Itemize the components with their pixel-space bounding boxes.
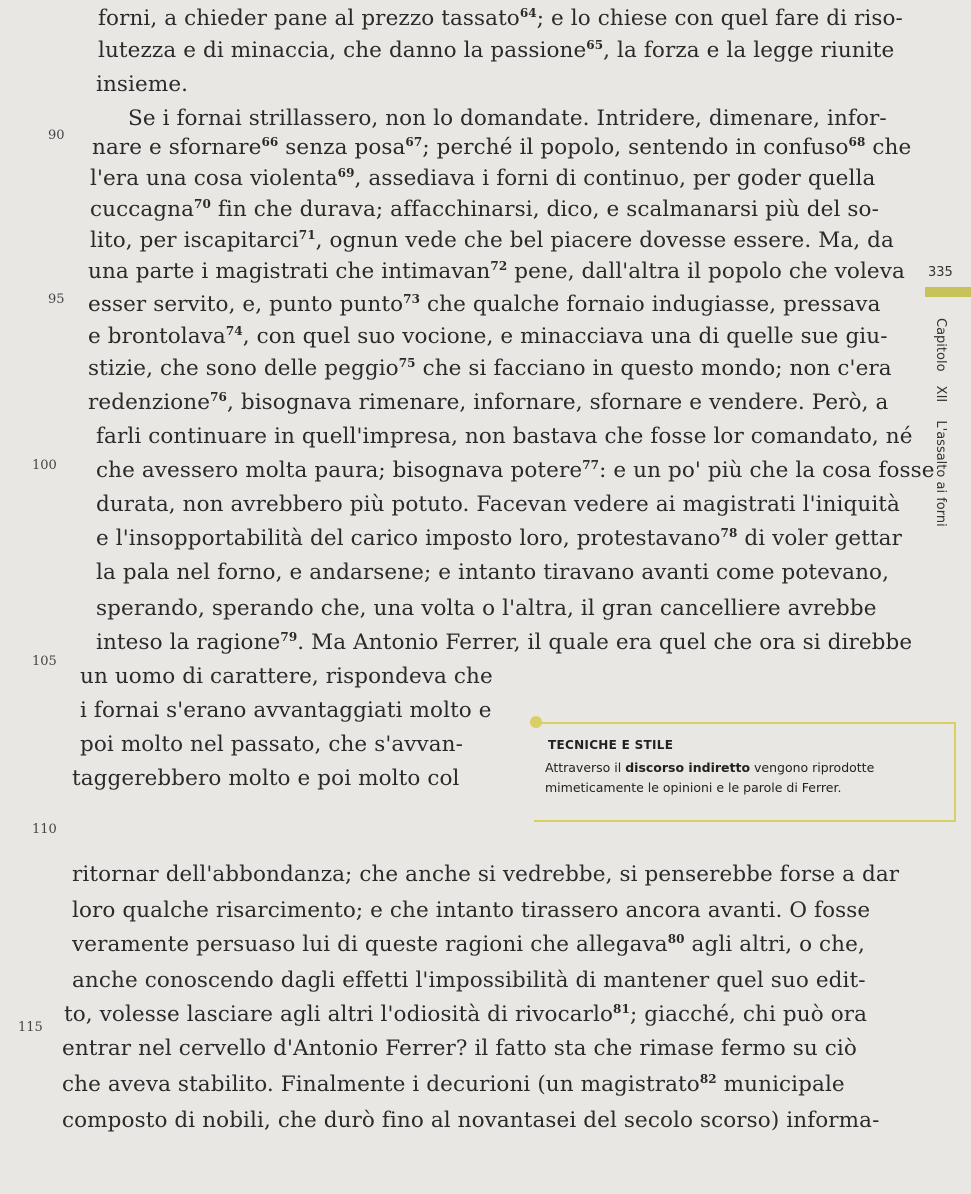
line-number: 115 xyxy=(18,1020,43,1035)
chapter-side-label xyxy=(933,318,948,527)
text-line: la pala nel forno, e andarsene; e intanto tiravano avanti come potevano, xyxy=(96,560,890,585)
text-line: composto di nobili, che durò fino al novantasei del secolo scorso) informa- xyxy=(62,1108,880,1133)
line-number: 90 xyxy=(48,128,65,143)
note-marker xyxy=(530,716,542,728)
text-line: l'era una cosa violenta$^{69}$, assediava i forni di continuo, per goder quella xyxy=(90,166,876,191)
text-line: poi molto nel passato, che s'avvan- xyxy=(80,732,463,757)
text-line: esser servito, e, punto punto$^{73}$ che qualche fornaio indugiasse, pressava xyxy=(88,292,881,317)
note-heading: TECNICHE E STILE xyxy=(548,738,674,752)
note-line-1: Attraverso il discorso indiretto vengono riprodotte xyxy=(545,760,875,775)
text-line: veramente persuaso lui di queste ragioni che allegava$^{80}$ agli altri, o che, xyxy=(72,932,865,957)
text-line: forni, a chieder pane al prezzo tassato$^{64}$; e lo chiese con quel fare di riso- xyxy=(98,6,903,31)
text-line: nare e sfornare$^{66}$ senza posa$^{67}$; perché il popolo, sentendo in confuso$^{68}$ che xyxy=(92,135,912,160)
text-line: anche conoscendo dagli effetti l'impossibilità di mantener quel suo edit- xyxy=(72,968,866,993)
note-line-2: mimeticamente le opinioni e le parole di Ferrer. xyxy=(545,780,842,795)
text-line: ritornar dell'abbondanza; che anche si vedrebbe, si penserebbe forse a dar xyxy=(72,862,900,887)
page-number: 335 xyxy=(928,265,953,280)
text-line: sperando, sperando che, una volta o l'altra, il gran cancelliere avrebbe xyxy=(96,596,877,621)
text-line: stizie, che sono delle peggio$^{75}$ che si facciano in questo mondo; non c'era xyxy=(88,356,892,381)
text-line: entrar nel cervello d'Antonio Ferrer? il fatto sta che rimase fermo su ciò xyxy=(62,1036,857,1061)
text-line: e l'insopportabilità del carico imposto loro, protestavano$^{78}$ di voler gettar xyxy=(96,526,902,551)
text-line: e brontolava$^{74}$, con quel suo vocione, e minacciava una di quelle sue giu- xyxy=(88,324,888,349)
text-line: Se i fornai strillassero, non lo domandate. Intridere, dimenare, infor- xyxy=(128,106,887,131)
text-line: loro qualche risarcimento; e che intanto tirassero ancora avanti. O fosse xyxy=(72,898,871,923)
chapter-roman: XII xyxy=(933,385,948,403)
text-line: inteso la ragione$^{79}$. Ma Antonio Ferrer, il quale era quel che ora si direbbe xyxy=(96,630,913,655)
chapter-label: Capitolo xyxy=(933,318,948,372)
line-number: 95 xyxy=(48,292,65,307)
text-line: lutezza e di minaccia, che danno la passione$^{65}$, la forza e la legge riunite xyxy=(98,38,895,63)
text-line: una parte i magistrati che intimavan$^{72}$ pene, dall'altra il popolo che voleva xyxy=(88,259,905,284)
text-line: to, volesse lasciare agli altri l'odiosità di rivocarlo$^{81}$; giacché, chi può ora xyxy=(64,1002,868,1027)
text-line: redenzione$^{76}$, bisognava rimenare, infornare, sfornare e vendere. Però, a xyxy=(88,390,889,415)
line-number: 100 xyxy=(32,458,57,473)
text-line: i fornai s'erano avvantaggiati molto e xyxy=(80,698,492,723)
text-line: che avessero molta paura; bisognava potere$^{77}$: e un po' più che la cosa fosse xyxy=(96,458,935,483)
text-line: insieme. xyxy=(96,72,189,97)
line-number: 110 xyxy=(32,822,57,837)
text-line: che aveva stabilito. Finalmente i decurioni (un magistrato$^{82}$ municipale xyxy=(62,1072,845,1097)
side-accent-bar xyxy=(925,287,971,297)
line-number: 105 xyxy=(32,654,57,669)
text-line: farli continuare in quell'impresa, non bastava che fosse lor comandato, né xyxy=(96,424,913,449)
text-line: un uomo di carattere, rispondeva che xyxy=(80,664,493,689)
text-line: taggerebbero molto e poi molto col xyxy=(72,766,460,791)
chapter-title: L'assalto ai forni xyxy=(933,420,948,527)
text-line: durata, non avrebbero più potuto. Facevan vedere ai magistrati l'iniquità xyxy=(96,492,900,517)
text-line: lito, per iscapitarci$^{71}$, ognun vede che bel piacere dovesse essere. Ma, da xyxy=(90,228,894,253)
text-line: cuccagna$^{70}$ fin che durava; affacchinarsi, dico, e scalmanarsi più del so- xyxy=(90,197,879,222)
